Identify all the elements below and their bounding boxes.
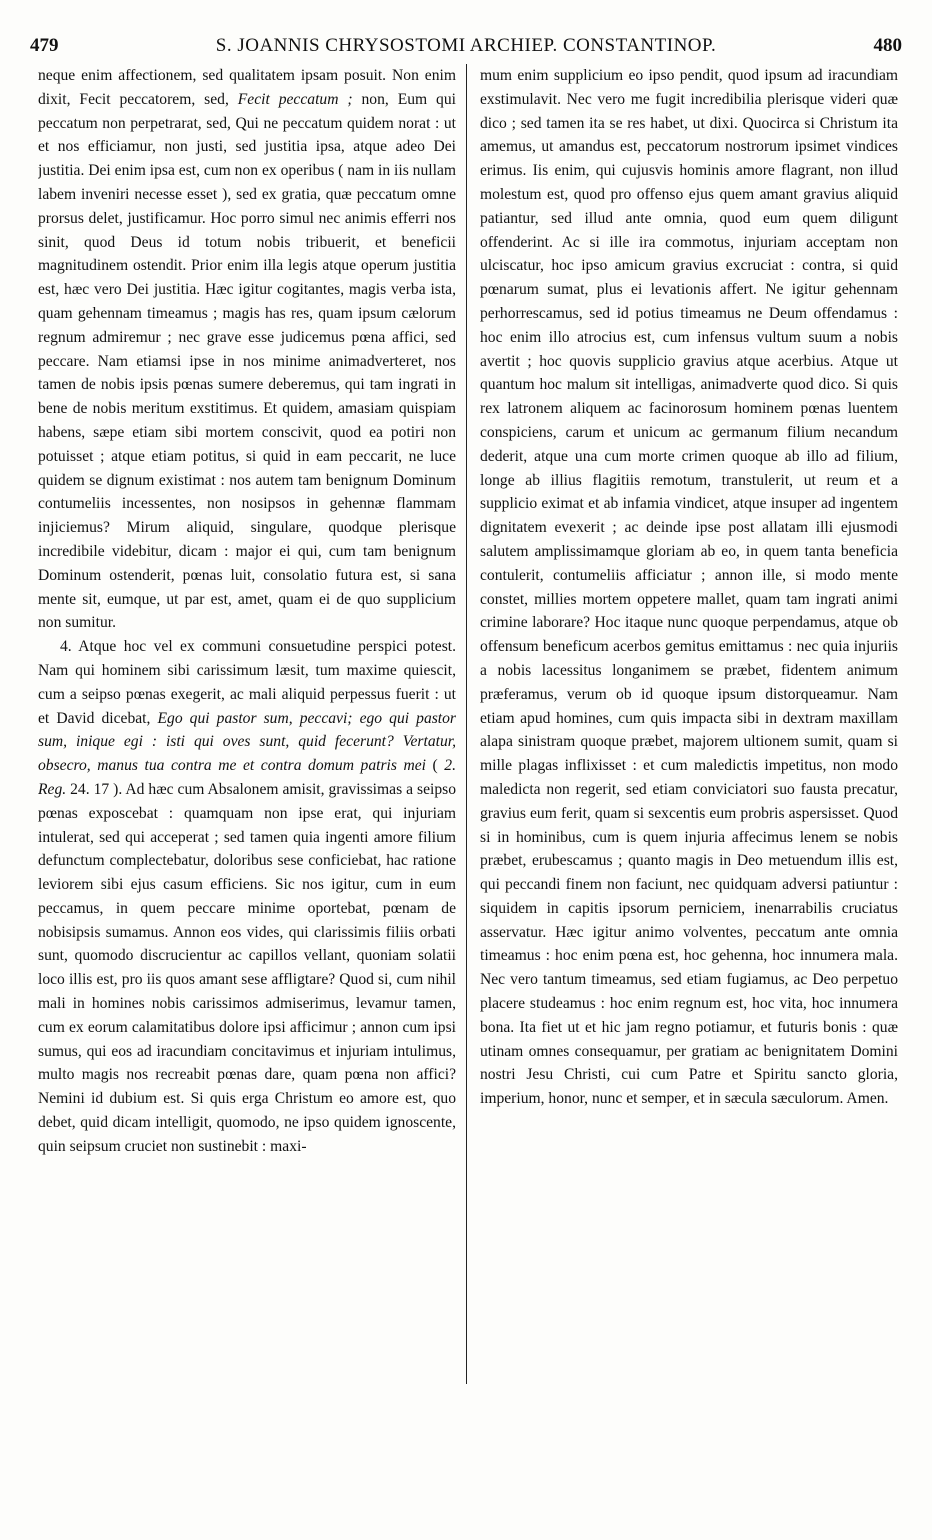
running-title: S. JOANNIS CHRYSOSTOMI ARCHIEP. CONSTANTINOP. [215,35,717,56]
paragraph: mum enim supplicium eo ipso pendit, quod ipsum ad iracundiam exstimulavit. Nec vero me fugit incredibilia plerisque videri quæ dico ; sed tamen ita se res habet, ut dixi. Quocirca si Christum ita amemus, ut amandus est, peccatorum nostrorum ipsimet vindices erimus. Iis enim, qui cujusvis hominis amore flagrant, non illud molestum est, quod pro offenso ejus quem amant gravius aliquid patiantur, sed illud ante omnia, quod eum quem diligunt offenderint. Ac si ille ira commotus, injuriam acceptam non ulciscatur, hoc ipso amicum gravius excruciat : contra, si quid pœnarum sumat, plus ei levationis affert. Ne igitur gehennam perhorrescamus, sed id potius timeamus ne Deum offendamus : hoc enim illo atrocius est, cum infensus vultum suum a nobis avertit ; hoc quovis supplicio gravius atque acerbius. Atque ut quantum hoc malum sit intelligas, animadverte quod dico. Si quis rex latronem aliquem ac facinorosum hominem pœnas luentem conspiciens, carum et unicum ac germanum filium necandum dederit, atque una cum morte crimen quoque ab illo ad filium, longe ab illius flagitiis remotum, transtulerit, ut reum et a supplicio eximat et ab infamia vindicet, atque insuper ad ingentem dignitatem evexerit ; ac deinde ipse post allatam illi ejusmodi salutem amplissimamque gloriam ab eo, in quem tanta beneficia contulerit, contumeliis afficiatur ; annon ille, si modo mente constet, millies mortem oppetere mallet, quam tam ingrati animi crimine laborare? Hoc itaque nunc quoque perpendamus, atque ob offensum beneficum acerbos gemitus emittamus : nec quia injuriis a nobis lacessitus longanimem se præbet, fidentem animum præferamus, verum ob id quoque ipsum distorqueamur. Nam etiam apud homines, cum quis impacta sibi in dextram maxillam alapa sinistram quoque præbet, majorem ultionem sumit, quam si mille plagas inflixisset : et cum maledictis impetitus, non modo maledicta non regerit, sed etiam conviciatori suo fausta precatur, gravius eum ferit, quam si sexcentis eum probris aspersisset. Quod si in hominibus, cum is quem injuria affecimus lenem se nobis præbet, erubescamus ; quanto magis in Deo metuendum illis est, qui peccandi finem non faciunt, nec quidquam adversi patiuntur : siquidem in capitis ipsorum perniciem, inenarrabilis cruciatus asservatur. Hæc igitur animo volventes, peccatum ante omnia timeamus : hoc enim pœna est, hoc gehenna, hoc innumera mala. Nec vero tantum timeamus, sed etiam fugiamus, ac Deo perpetuo placere studeamus : hoc enim regnum est, hoc vita, hoc innumera bona. Ita fiet ut et hic jam regno potiamur, et futuris bonis : quæ utinam omnes consequamur, per gratiam ac benignitatem Domini nostri Jesu Christi, cui cum Patre et Spiritu sancto gloria, imperium, honor, nunc et semper, et in sæcula sæculorum. Amen. [480,67,898,1108]
citation: 2. Reg. [38,757,456,798]
text-run: ( [426,757,445,775]
page-header [30,34,902,58]
right-column [480,64,898,1514]
text-run: neque enim affectionem, sed qualitatem ipsam posuit. Non enim dixit, Fecit peccatorem, sed, [38,67,456,108]
page-number-left: 479 [30,35,59,56]
paragraph [38,64,456,635]
paragraph [38,635,456,1159]
text-run: non, Eum qui peccatum non perpetrarat, sed, Qui ne peccatum quidem norat : ut et nos efficiamur, non justi, sed justitia ipsa, atque adeo Dei justitia. Dei enim ipsa est, cum non ex operibus ( nam in iis nullam labem inveniri necesse esset ), sed ex gratia, quæ peccatum omne prorsus delet, justificamur. Hoc porro simul nec animis efferri nos sinit, quod Deus id totum nobis tribuerit, et beneficii magnitudinem ostendit. Prior enim illa legis atque operum justitia est, hæc vero Dei justitia. Hæc igitur cogitantes, magis verba ista, quam gehennam timeamus ; magis has res, quam ipsum cælorum regnum admiremur ; nec grave esse judicemus pœna affici, sed peccare. Nam etiamsi ipse in nos minime animadverteret, nos tamen de nobis ipsis pœnas sumere deberemus, qui tam ingrati in bene de nobis meritum exstitimus. Et quidem, amasiam quispiam habens, sæpe etiam sibi mortem conscivit, quod ea potiri non potuisset ; atque etiam potitus, si quid in eam peccarit, ne luce quidem se dignum existimat : nos autem tam benignum Dominum contumeliis incessentes, non nosipsos in gehennæ flammam injiciemus? Mirum aliquid, singulare, quodque plerisque incredibile videbitur, dicam : major ei qui, cum tam benignum Dominum ostenderit, pœnas luit, consolatio futura est, si sana mente sit, eumque, ut par est, amet, quam ei de quo supplicium non sumitur. [38,90,456,632]
text-run: 24. 17 ). Ad hæc cum Absalonem amisit, gravissimas a seipso pœnas exposcebat : quamquam non ipse erat, qui injuriam intulerat, sed qui acceperat ; sed tamen quia ingenti amore filium defunctum complectebatur, doloribus sese conficiebat, hac ratione leviorem sibi ejus casum efficiens. Sic nos igitur, cum in eum peccamus, in quem peccare minime oportebat, pœnam de nobisipsis sumamus. Annon eos vides, qui clarissimis filiis orbati sunt, quomodo discrucientur ac capillos vellant, quoniam solatii loco illis est, pro iis quos amant sese affligtare? Quod si, cum nihil mali in homines nobis carissimos admiserimus, levamur tamen, cum ex eorum calamitatibus dolore ipsi afficimur ; annon cum ipsi sumus, qui eos ad iracundiam concitavimus et injuriam intulimus, multo magis nos recreabit pœnas dare, quam pœna non affici? Nemini id dubium est. Si quis erga Christum eo amore est, quo debet, quid dicam intelligit, quomodo, ne ipso quidem ignoscente, quin seipsum cruciet non sustinebit : maxi- [38,780,456,1155]
italic-quote: Ego qui pastor sum, peccavi; ego qui pastor sum, inique egi : isti qui oves sunt, quid fecerunt? Vertatur, obsecro, manus tua contra me et contra domum patris mei [38,709,456,775]
italic-quote: Fecit peccatum ; [237,90,353,108]
page-number-right: 480 [873,35,902,56]
text-run: 4. Atque hoc vel ex communi consuetudine perspici potest. Nam qui hominem sibi carissimum læsit, tum maxime quiescit, cum a seipso pœnas exegerit, ac mali aliquid perpessus fuerit : ut et David dicebat, [38,638,456,727]
left-column [38,64,456,1514]
column-divider [466,64,467,1384]
